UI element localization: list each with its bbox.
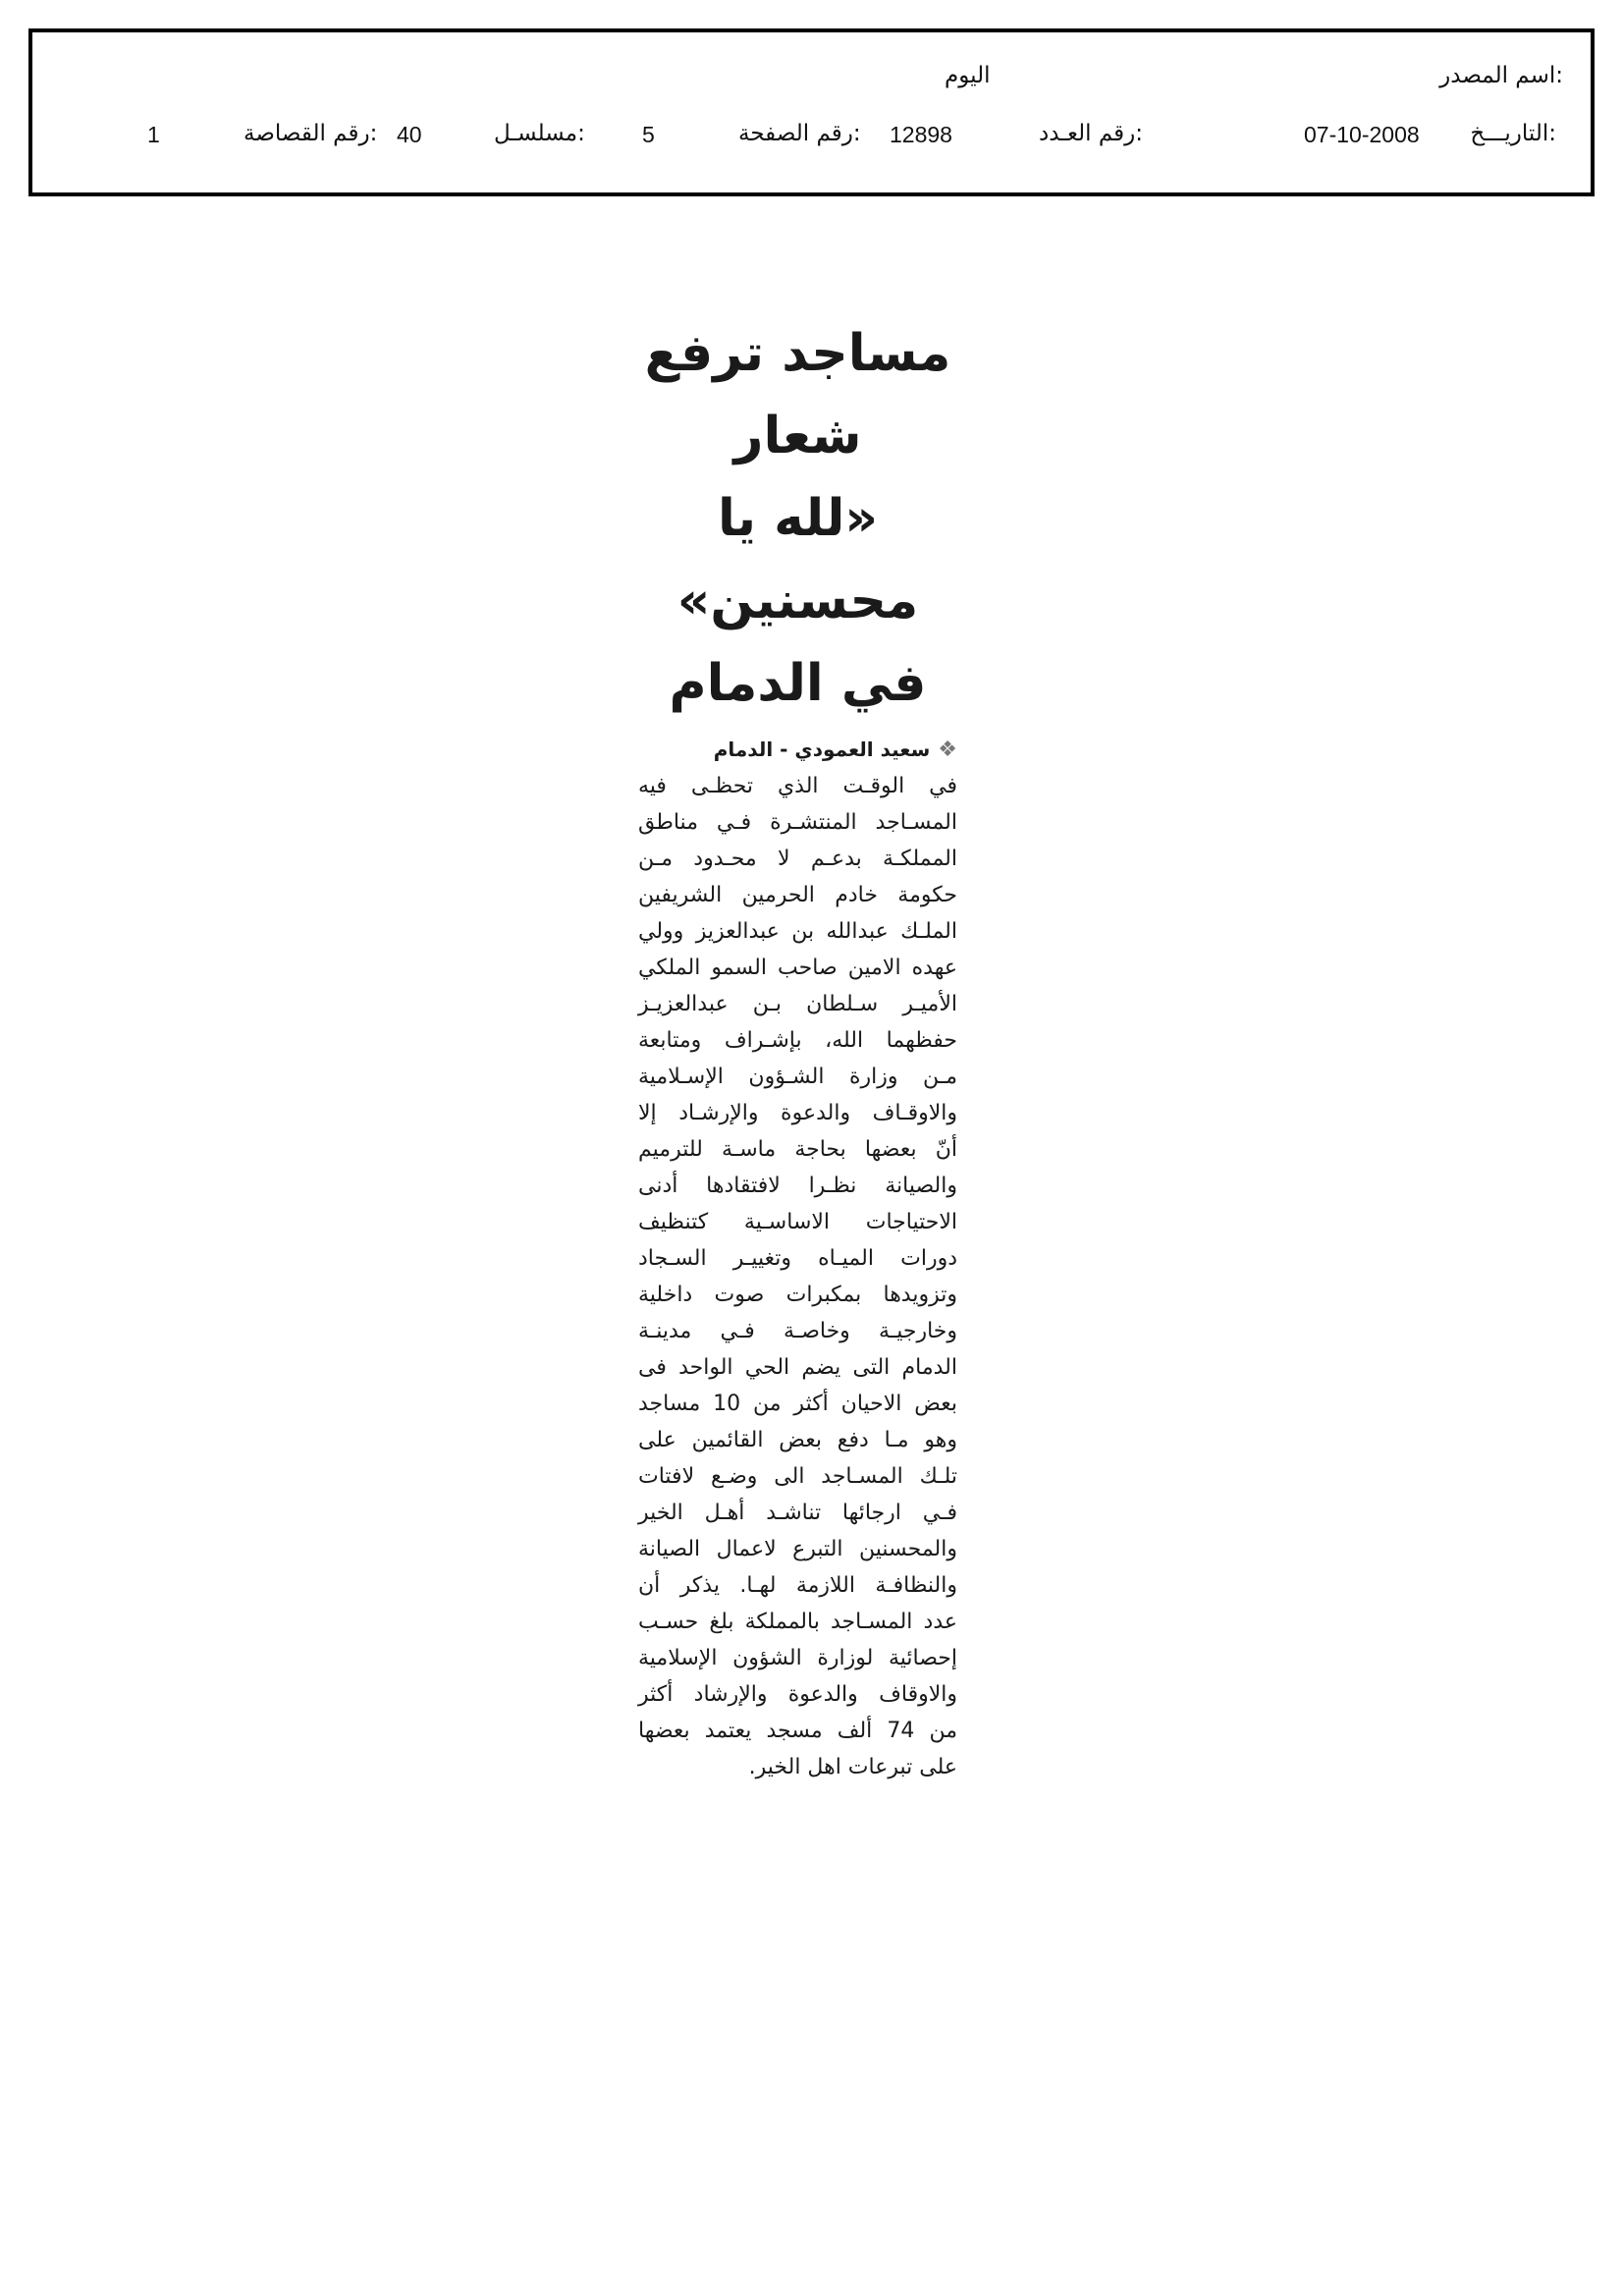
body-line: وتزويدها بمكبرات صوت داخلية xyxy=(638,1283,957,1307)
body-line: تلـك المسـاجد الى وضـع لافتات xyxy=(638,1464,957,1489)
headline-line: في الدمام xyxy=(669,654,927,713)
body-line: والاوقاف والدعوة والإرشاد أكثر xyxy=(638,1682,957,1707)
body-line: في الوقـت الذي تحظـى فيه xyxy=(638,774,957,798)
body-line: عهده الامين صاحب السمو الملكي xyxy=(638,956,957,980)
body-line: والمحسنين التبرع لاعمال الصيانة xyxy=(638,1537,957,1561)
serial-value: 40 xyxy=(397,122,422,147)
body-line: والنظافـة اللازمة لهـا. يذكر أن xyxy=(638,1573,957,1598)
body-line: من 74 ألف مسجد يعتمد بعضها xyxy=(638,1719,957,1743)
body-line: المسـاجد المنتشـرة فـي مناطق xyxy=(638,810,957,835)
article-body xyxy=(638,768,957,1785)
body-line: حفظهما الله، بإشـراف ومتابعة xyxy=(638,1028,957,1053)
body-line: عدد المسـاجد بالمملكة بلغ حسـب xyxy=(638,1610,957,1634)
byline-ornament-icon: ❖ xyxy=(938,737,957,762)
article-headline xyxy=(638,312,957,725)
body-line: الملـك عبدالله بن عبدالعزيز وولي xyxy=(638,919,957,944)
page-value: 5 xyxy=(642,122,655,147)
body-line: وخارجيـة وخاصـة فـي مدينـة xyxy=(638,1319,957,1343)
byline-row xyxy=(638,733,957,766)
page-label: رقم الصفحة: xyxy=(738,121,861,146)
article-byline: سعيد العمودي - الدمام xyxy=(713,738,931,761)
clipping-header-box xyxy=(28,28,1595,196)
body-line: على تبرعات اهل الخير. xyxy=(748,1755,957,1779)
headline-line: «لله يا محسنين» xyxy=(676,489,919,630)
body-line: الدمام التى يضم الحي الواحد فى xyxy=(638,1355,957,1380)
clip-value: 1 xyxy=(147,122,160,147)
body-line: دورات الميـاه وتغييـر السـجاد xyxy=(638,1246,957,1271)
body-line: والاوقـاف والدعوة والإرشـاد إلا xyxy=(638,1101,957,1125)
body-line: وهو مـا دفع بعض القائمين على xyxy=(638,1428,957,1452)
clip-label: رقم القصاصة: xyxy=(243,121,378,146)
body-line: مـن وزارة الشـؤون الإسـلامية xyxy=(638,1065,957,1089)
headline-line: مساجد ترفع شعار xyxy=(644,324,951,465)
body-line: أنّ بعضها بحاجة ماسـة للترميم xyxy=(638,1137,957,1162)
issue-label: رقم العـدد: xyxy=(1039,121,1144,146)
serial-label: مسلسـل: xyxy=(494,121,585,146)
news-article xyxy=(638,312,957,1785)
source-label: اسم المصدر: xyxy=(1439,63,1563,88)
body-line: المملكـة بدعـم لا محـدود مـن xyxy=(638,847,957,871)
body-line: فـي ارجائها تناشـد أهـل الخير xyxy=(638,1501,957,1525)
body-line: والصيانة نظـرا لافتقادها أدنى xyxy=(638,1174,957,1198)
source-value: اليوم xyxy=(945,63,991,88)
issue-value: 12898 xyxy=(890,122,952,147)
body-line: الاحتياجات الاساسـية كتنظيف xyxy=(638,1210,957,1234)
date-value: 07-10-2008 xyxy=(1304,122,1420,147)
body-line: الأميـر سـلطان بـن عبدالعزيـز xyxy=(638,992,957,1016)
date-label: التاريـــخ: xyxy=(1470,121,1556,146)
body-line: إحصائية لوزارة الشؤون الإسلامية xyxy=(638,1646,957,1670)
body-line: حكومة خادم الحرمين الشريفين xyxy=(638,883,957,907)
body-line: بعض الاحيان أكثر من 10 مساجد xyxy=(638,1392,957,1416)
